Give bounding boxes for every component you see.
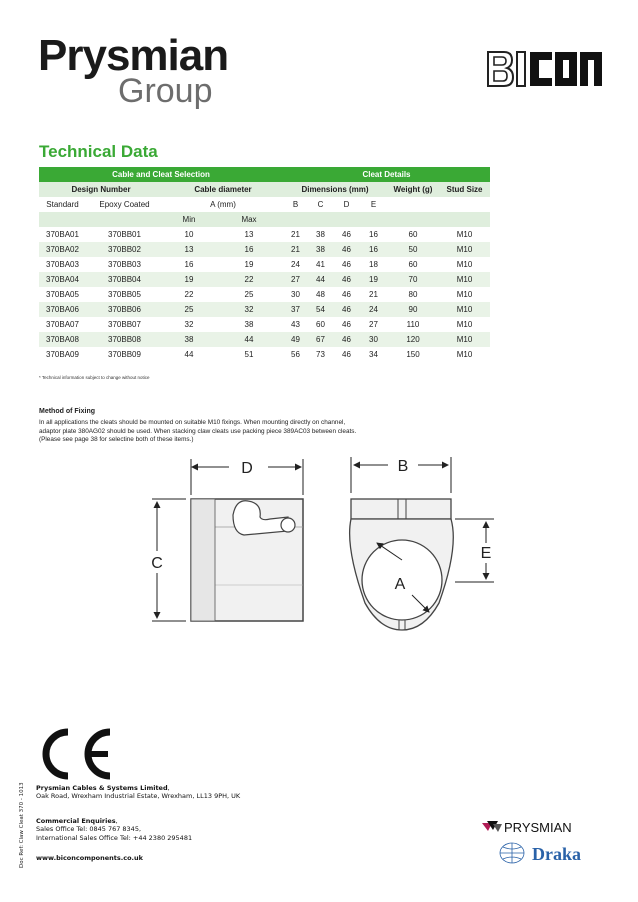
cell-standard: 370BA02	[39, 242, 86, 257]
prysmian-brand-name: Prysmian	[38, 31, 229, 80]
min-subheader: Min	[163, 212, 215, 227]
cell-weight: 120	[387, 332, 439, 347]
cell-stud: M10	[439, 317, 490, 332]
ce-mark	[38, 728, 114, 780]
cell-b: 30	[283, 287, 308, 302]
cell-min: 25	[163, 302, 215, 317]
cell-weight: 50	[387, 242, 439, 257]
cell-d: 46	[333, 332, 360, 347]
draka-logo	[498, 840, 602, 866]
standard-subheader: Standard	[39, 197, 86, 212]
cell-epoxy: 370BB05	[86, 287, 163, 302]
cell-b: 21	[283, 227, 308, 242]
cell-max: 25	[215, 287, 283, 302]
cell-min: 32	[163, 317, 215, 332]
company-address: Oak Road, Wrexham Industrial Estate, Wrexham, LL13 9PH, UK	[36, 792, 241, 801]
cell-e: 19	[360, 272, 387, 287]
cell-c: 41	[308, 257, 333, 272]
cell-standard: 370BA09	[39, 347, 86, 362]
cell-max: 38	[215, 317, 283, 332]
cell-e: 16	[360, 227, 387, 242]
cell-standard: 370BA08	[39, 332, 86, 347]
technical-data-table	[39, 167, 490, 362]
cell-e: 21	[360, 287, 387, 302]
cell-standard: 370BA04	[39, 272, 86, 287]
cell-b: 43	[283, 317, 308, 332]
cell-epoxy: 370BB01	[86, 227, 163, 242]
d-subheader: D	[333, 197, 360, 212]
cell-weight: 60	[387, 257, 439, 272]
website-link[interactable]: www.biconcomponents.co.uk	[36, 854, 143, 862]
cell-b: 37	[283, 302, 308, 317]
cell-e: 18	[360, 257, 387, 272]
cell-standard: 370BA01	[39, 227, 86, 242]
cell-e: 16	[360, 242, 387, 257]
company-address-block	[36, 784, 240, 801]
cell-stud: M10	[439, 272, 490, 287]
cell-epoxy: 370BB09	[86, 347, 163, 362]
cell-stud: M10	[439, 257, 490, 272]
a-mm-subheader: A (mm)	[163, 197, 283, 212]
cleat-side-view	[152, 459, 303, 621]
cell-e: 34	[360, 347, 387, 362]
dimension-label-a: A	[394, 576, 406, 593]
cell-min: 38	[163, 332, 215, 347]
table-row	[39, 302, 490, 317]
cell-e: 30	[360, 332, 387, 347]
disclaimer-note: * Technical information subject to change without notice	[39, 375, 150, 380]
cell-b: 56	[283, 347, 308, 362]
cell-c: 38	[308, 242, 333, 257]
cell-e: 27	[360, 317, 387, 332]
cell-c: 38	[308, 227, 333, 242]
cell-d: 46	[333, 272, 360, 287]
table-subheader-row	[39, 197, 490, 212]
cell-b: 49	[283, 332, 308, 347]
cell-c: 73	[308, 347, 333, 362]
b-subheader: B	[283, 197, 308, 212]
table-row	[39, 272, 490, 287]
table-group-header-row	[39, 167, 490, 182]
method-of-fixing-text	[39, 419, 399, 445]
cell-d: 46	[333, 287, 360, 302]
cell-stud: M10	[439, 227, 490, 242]
method-of-fixing-title: Method of Fixing	[39, 408, 95, 415]
cell-standard: 370BA07	[39, 317, 86, 332]
international-sales-tel: International Sales Office Tel: +44 2380 295481	[36, 833, 193, 842]
cell-d: 46	[333, 242, 360, 257]
c-subheader: C	[308, 197, 333, 212]
cell-standard: 370BA03	[39, 257, 86, 272]
table-row	[39, 332, 490, 347]
cell-c: 60	[308, 317, 333, 332]
cell-d: 46	[333, 257, 360, 272]
dimension-label-d: D	[241, 460, 253, 477]
cell-weight: 110	[387, 317, 439, 332]
weight-header: Weight (g)	[387, 182, 439, 197]
table-row	[39, 242, 490, 257]
cell-c: 67	[308, 332, 333, 347]
enquiries-title-comma: ,	[115, 817, 118, 825]
cell-stud: M10	[439, 332, 490, 347]
cell-epoxy: 370BB08	[86, 332, 163, 347]
cell-max: 44	[215, 332, 283, 347]
table-min-max-row	[39, 212, 490, 227]
prysmian-footer-logo-text: PRYSMIAN	[504, 820, 572, 835]
company-name-comma: ,	[167, 784, 170, 792]
cell-c: 44	[308, 272, 333, 287]
cell-max: 22	[215, 272, 283, 287]
dimension-label-c: C	[151, 555, 163, 572]
table-column-header-row	[39, 182, 490, 197]
dimensions-header: Dimensions (mm)	[283, 182, 387, 197]
cell-max: 19	[215, 257, 283, 272]
cleat-details-header: Cleat Details	[283, 167, 490, 182]
cleat-dimension-drawing	[150, 455, 495, 640]
table-row	[39, 317, 490, 332]
table-row	[39, 227, 490, 242]
cell-d: 46	[333, 347, 360, 362]
design-number-header: Design Number	[39, 182, 163, 197]
enquiries-block	[36, 817, 192, 842]
cell-weight: 90	[387, 302, 439, 317]
cell-epoxy: 370BB07	[86, 317, 163, 332]
cell-epoxy: 370BB04	[86, 272, 163, 287]
dimension-label-b: B	[397, 458, 409, 475]
cell-stud: M10	[439, 302, 490, 317]
cell-e: 24	[360, 302, 387, 317]
cell-max: 51	[215, 347, 283, 362]
cell-min: 19	[163, 272, 215, 287]
cell-max: 32	[215, 302, 283, 317]
draka-logo-text: Draka	[532, 844, 581, 864]
cell-stud: M10	[439, 242, 490, 257]
cell-max: 13	[215, 227, 283, 242]
cell-epoxy: 370BB03	[86, 257, 163, 272]
prysmian-group-label: Group	[118, 72, 213, 110]
dimension-label-e: E	[480, 545, 492, 562]
cell-max: 16	[215, 242, 283, 257]
cell-b: 24	[283, 257, 308, 272]
cell-weight: 150	[387, 347, 439, 362]
cell-min: 16	[163, 257, 215, 272]
cell-b: 21	[283, 242, 308, 257]
document-reference: Doc Ref: Claw Cleat 370 - 1013	[19, 782, 25, 868]
method-line-3: (Please see page 38 for selectine both of these items.)	[39, 436, 194, 444]
cell-epoxy: 370BB06	[86, 302, 163, 317]
e-subheader: E	[360, 197, 387, 212]
cell-weight: 70	[387, 272, 439, 287]
method-line-1: In all applications the cleats should be mounted on suitable M10 fixings. When mounting directly on channel,	[39, 419, 346, 426]
section-title: Technical Data	[39, 142, 158, 161]
company-name: Prysmian Cables & Systems Limited	[36, 784, 168, 792]
cell-min: 22	[163, 287, 215, 302]
cell-stud: M10	[439, 287, 490, 302]
cell-standard: 370BA06	[39, 302, 86, 317]
cell-standard: 370BA05	[39, 287, 86, 302]
cell-min: 13	[163, 242, 215, 257]
cell-d: 46	[333, 317, 360, 332]
table-row	[39, 287, 490, 302]
cell-c: 48	[308, 287, 333, 302]
table-row	[39, 347, 490, 362]
cell-weight: 60	[387, 227, 439, 242]
cell-d: 46	[333, 302, 360, 317]
cell-epoxy: 370BB02	[86, 242, 163, 257]
cell-min: 44	[163, 347, 215, 362]
cell-c: 54	[308, 302, 333, 317]
cable-cleat-selection-header: Cable and Cleat Selection	[39, 167, 283, 182]
cell-b: 27	[283, 272, 308, 287]
stud-size-header: Stud Size	[439, 182, 490, 197]
epoxy-coated-subheader: Epoxy Coated	[86, 197, 163, 212]
table-row	[39, 257, 490, 272]
cable-diameter-header: Cable diameter	[163, 182, 283, 197]
sales-office-tel: Sales Office Tel: 0845 767 8345,	[36, 825, 142, 834]
max-subheader: Max	[215, 212, 283, 227]
enquiries-title: Commercial Enquiries	[36, 817, 116, 825]
cell-min: 10	[163, 227, 215, 242]
cell-weight: 80	[387, 287, 439, 302]
cell-d: 46	[333, 227, 360, 242]
method-line-2: adaptor plate 380AG02 should be used. When stacking claw cleats use packing piece 389AC03 between cleats.	[39, 427, 357, 435]
bicon-logo	[486, 48, 604, 90]
cell-stud: M10	[439, 347, 490, 362]
prysmian-footer-logo	[480, 817, 602, 837]
cleat-front-view	[350, 457, 494, 630]
